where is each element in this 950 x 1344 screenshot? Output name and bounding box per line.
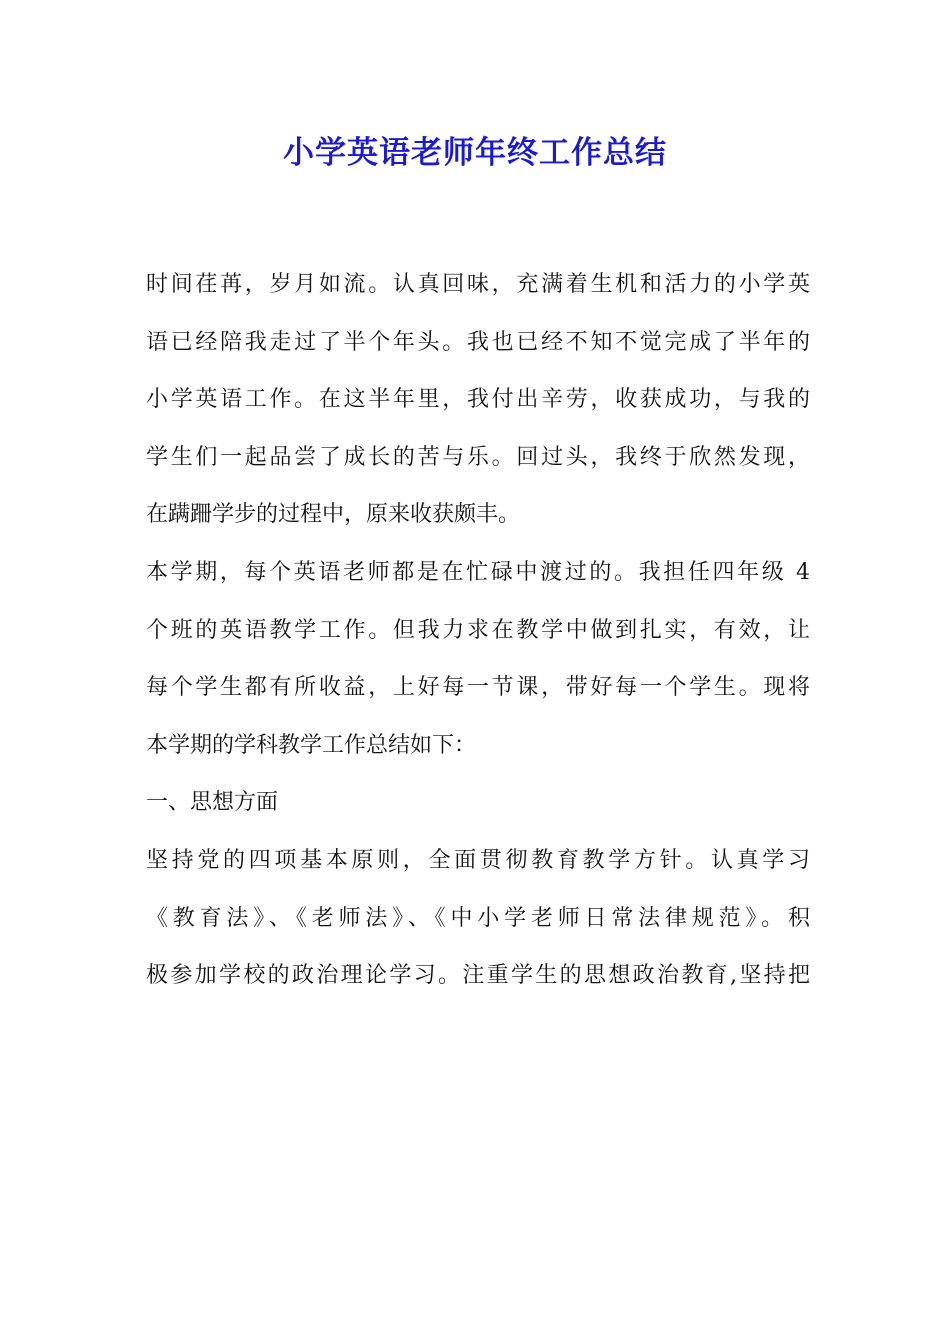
text-line: 极参加学校的政治理论学习。注重学生的思想政治教育,坚持把: [146, 963, 810, 989]
text-line: 时间荏苒，岁月如流。认真回味，充满着生机和活力的小学英: [146, 272, 810, 297]
text-line: 学生们一起品尝了成长的苦与乐。回过头，我终于欣然发现，: [146, 444, 810, 470]
section-heading: 一、思想方面: [146, 790, 279, 816]
text-line: 本学期，每个英语老师都是在忙碌中渡过的。我担任四年级 4: [146, 559, 810, 585]
text-line: 坚持党的四项基本原则，全面贯彻教育教学方针。认真学习: [146, 847, 810, 873]
text-line: 《教育法》、《老师法》、《中小学老师日常法律规范》。积: [146, 905, 810, 931]
document-body: [146, 260, 810, 1009]
text-line: 本学期的学科教学工作总结如下：: [146, 732, 477, 758]
text-line: 小学英语工作。在这半年里，我付出辛劳，收获成功，与我的: [146, 387, 810, 413]
text-line: 在蹒跚学步的过程中，原来收获颇丰。: [146, 502, 521, 528]
document-title: 小学英语老师年终工作总结: [283, 135, 667, 171]
text-line: 每个学生都有所收益，上好每一节课，带好每一个学生。现将: [146, 675, 810, 701]
text-line: 个班的英语教学工作。但我力求在教学中做到扎实，有效，让: [146, 617, 810, 643]
text-line: 语已经陪我走过了半个年头。我也已经不知不觉完成了半年的: [146, 329, 810, 355]
